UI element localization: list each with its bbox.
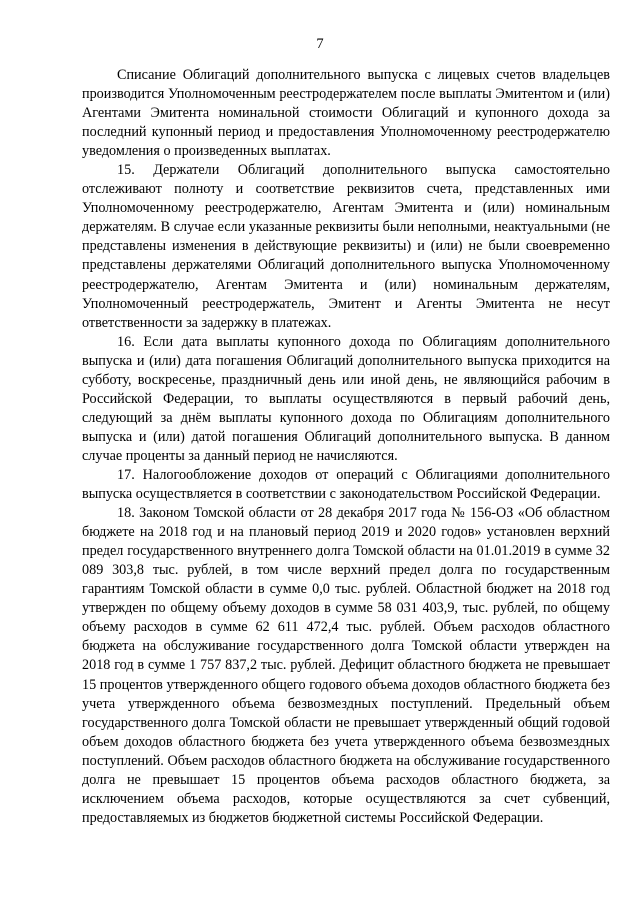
paragraph-17-taxation: 17. Налогообложение доходов от операций с Облигациями дополнительного выпуска осуществляется в соответствии с законодательством Российской Федерации. [82, 466, 610, 503]
paragraph-15-account-details: 15. Держатели Облигаций дополнительного выпуска самостоятельно отслеживают полноту и соответствие реквизитов счета, представленных ими Уполномоченному реестродержателю, Агентам Эмитента и (или) номинальным держателям. В случае если указанные реквизиты были неполными, неактуальными (не представлены изменения в действующие реквизиты) и (или) не были своевременно представлены держателями Облигаций дополнительного выпуска Уполномоченному реестродержателю, Агентам Эмитента и (или) номинальным держателям, Уполномоченный реестродержатель, Эмитент и Агенты Эмитента не несут ответственности за задержку в платежах. [82, 162, 610, 331]
document-body [82, 66, 610, 828]
paragraph-18-regional-budget-law: 18. Законом Томской области от 28 декабря 2017 года № 156-ОЗ «Об областном бюджете на 2018 год и на плановый период 2019 и 2020 годов» установлен верхний предел государственного внутреннего долга Томской области на 01.01.2019 в сумме 32 089 303,8 тыс. рублей, в том числе верхний предел долга по государственным гарантиям Томской области в сумме 0,0 тыс. рублей. Областной бюджет на 2018 год утвержден по общему объему доходов в сумме 58 031 403,9, тыс. рублей, по общему объему расходов в сумме 62 611 472,4 тыс. рублей. Объем расходов областного бюджета на обслуживание государственного долга Томской области утвержден на 2018 год в сумме 1 757 837,2 тыс. рублей. Дефицит областного бюджета не превышает 15 процентов утвержденного общего годового объема доходов областного бюджета без учета утвержденного объема безвозмездных поступлений. Предельный объем государственного долга Томской области не превышает утвержденный общий годовой объем доходов областного бюджета без учета утвержденного объема безвозмездных поступлений. Объем расходов областного бюджета на обслуживание государственного долга не превышает 15 процентов объема расходов областного бюджета, за исключением объема расходов, которые осуществляются за счет субвенций, предоставляемых из бюджетов бюджетной системы Российской Федерации. [82, 505, 610, 826]
paragraph-bond-write-off: Списание Облигаций дополнительного выпуска с лицевых счетов владельцев производится Уполномоченным реестродержателем после выплаты Эмитентом и (или) Агентами Эмитента номинальной стоимости Облигаций и купонного дохода за последний купонный период и предоставления Уполномоченному реестродержателю уведомления о произведенных выплатах. [82, 67, 610, 160]
paragraph-16-payment-date: 16. Если дата выплаты купонного дохода по Облигациям дополнительного выпуска и (или) дата погашения Облигаций дополнительного выпуска приходится на субботу, воскресенье, праздничный день или иной день, не являющийся рабочим в Российской Федерации, то выплаты осуществляются в первый рабочий день, следующий за днём выплаты купонного дохода по Облигациям дополнительного выпуска и (или) датой погашения Облигаций дополнительного выпуска. В данном случае проценты за данный период не начисляются. [82, 333, 610, 464]
page-number: 7 [316, 36, 324, 52]
